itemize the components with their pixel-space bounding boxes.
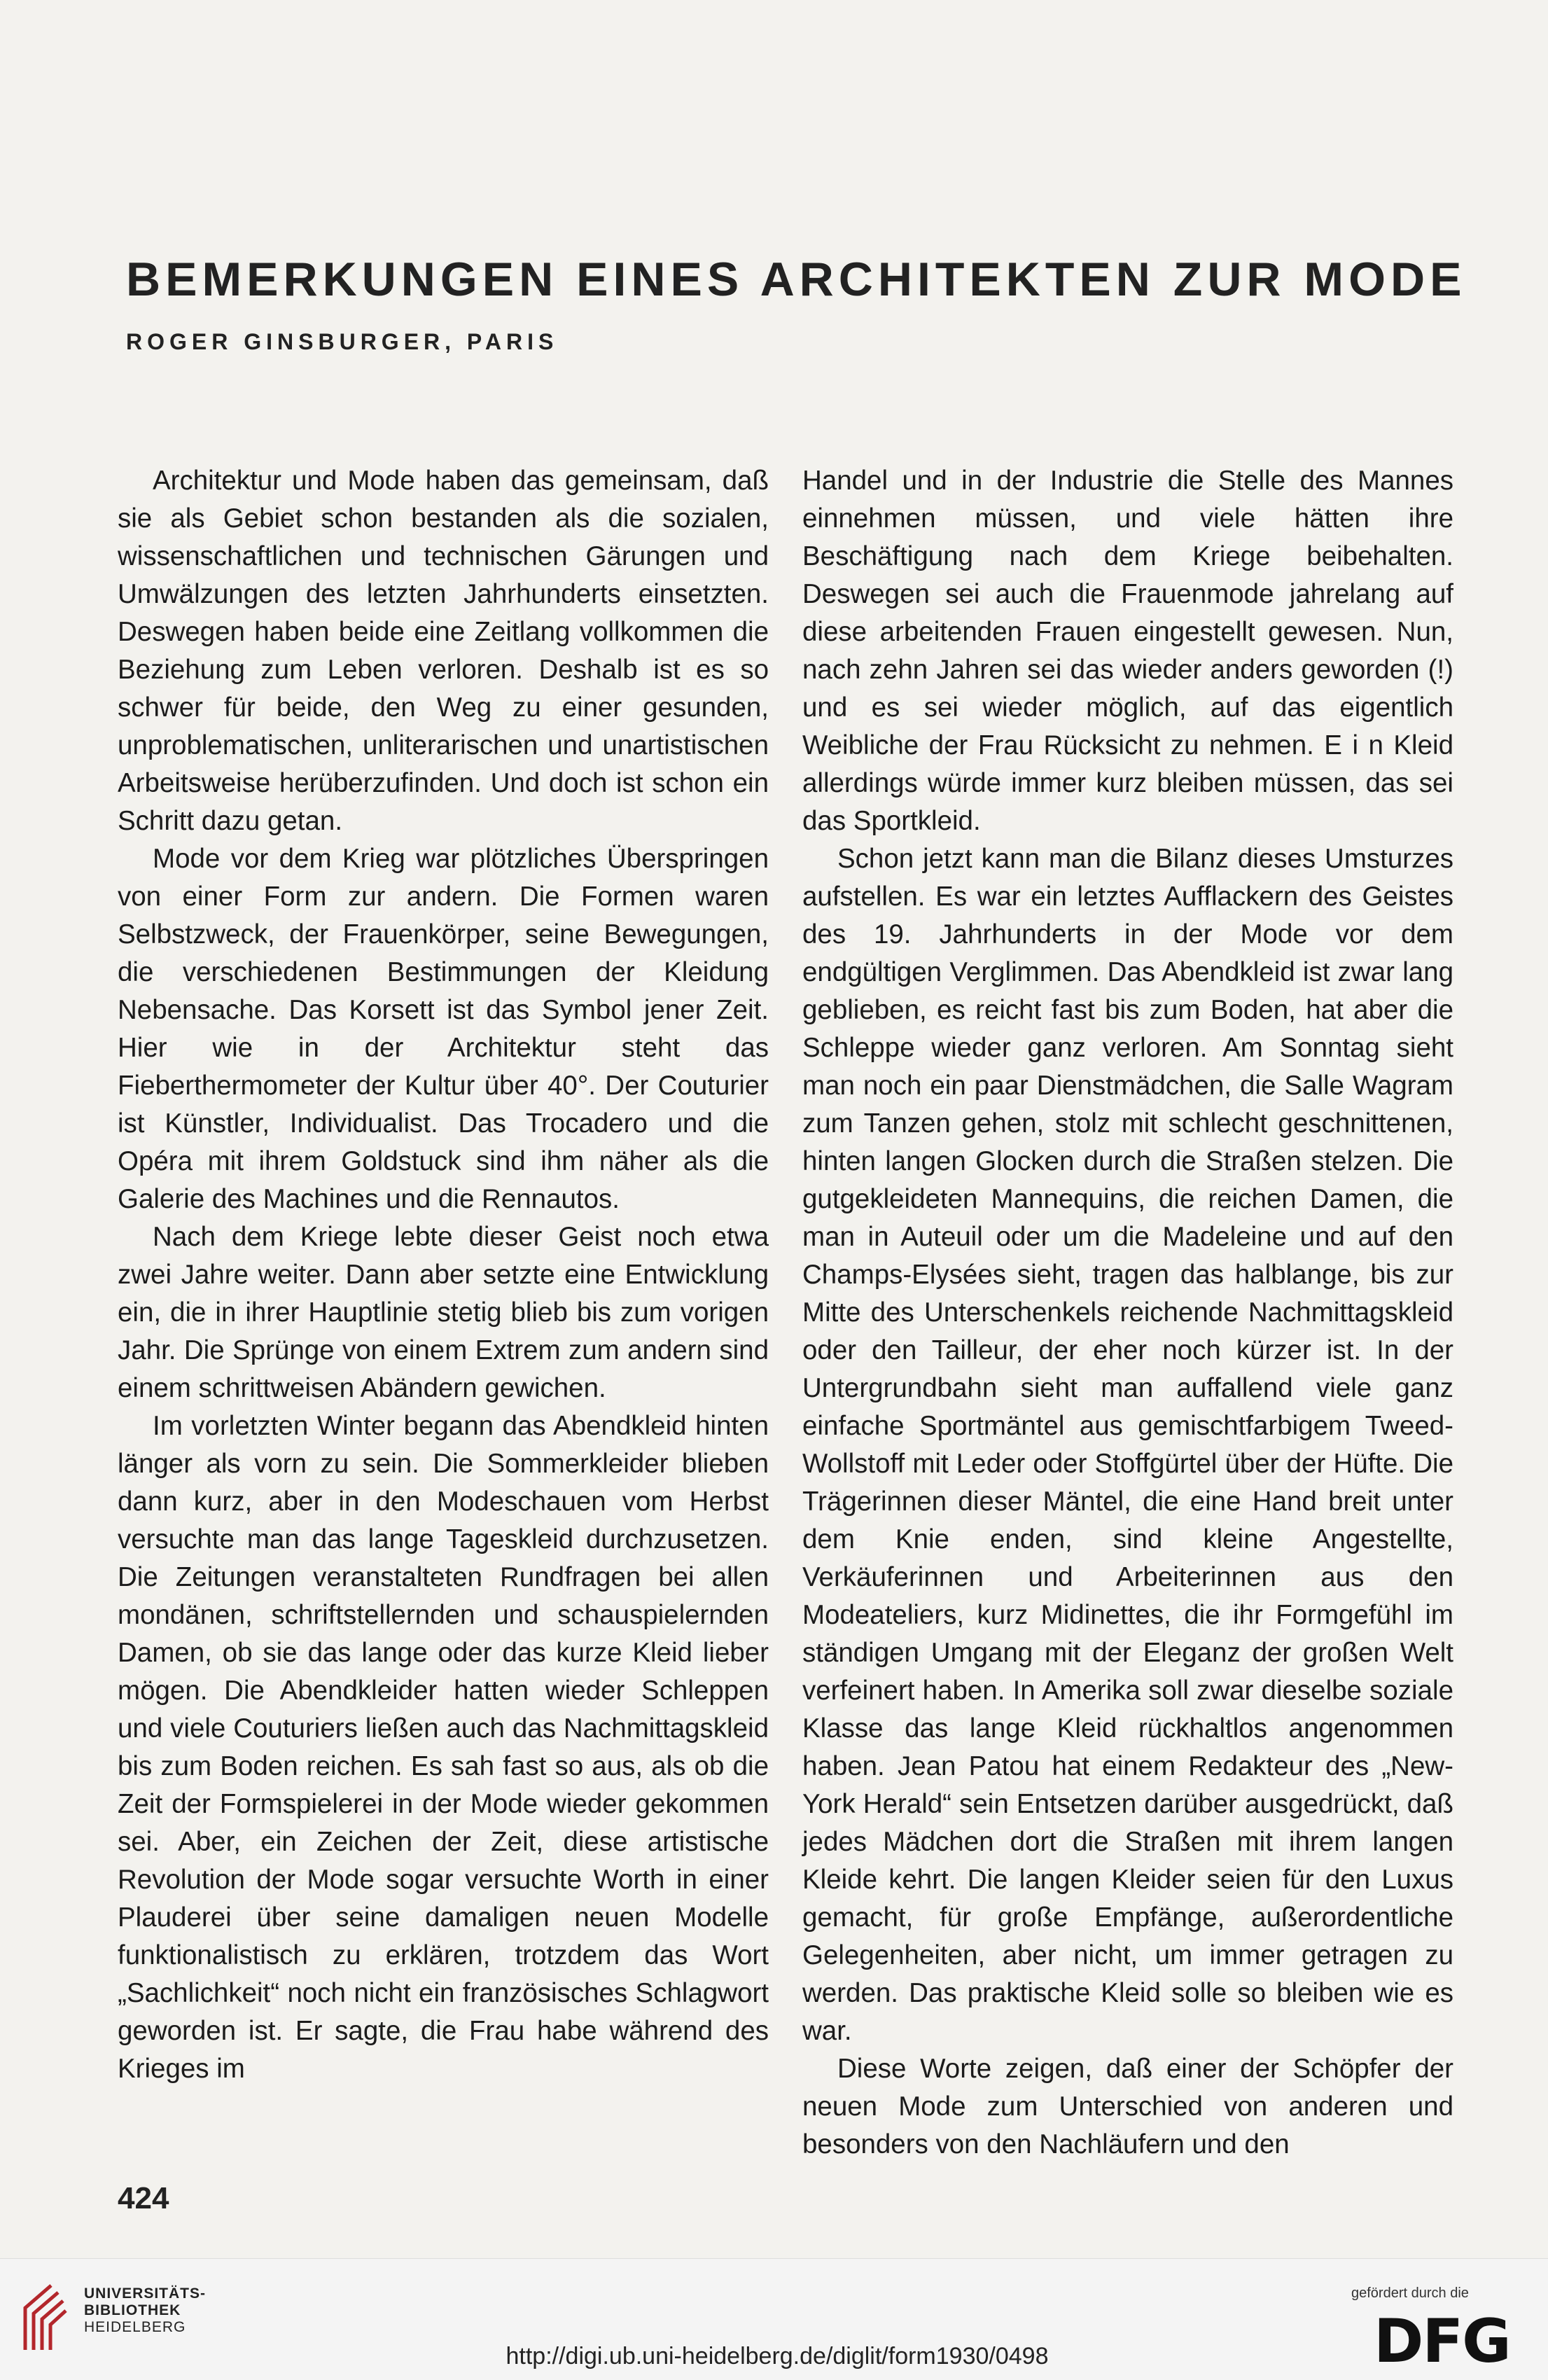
paragraph: Diese Worte zeigen, daß einer der Schöpfer der neuen Mode zum Unterschied von anderen und besonders von den Nachläufern und den — [802, 2054, 1453, 2159]
paragraph: Schon jetzt kann man die Bilanz dieses Umsturzes aufstellen. Es war ein letztes Aufflackern des Geistes des 19. Jahrhunderts in der Mode vor dem endgültigen Verglimmen. Das Abendkleid ist zwar lang geblieben, es reicht fast bis zum Boden, hat aber die Schleppe wieder ganz verloren. Am Sonntag sieht man noch ein paar Dienstmädchen, die Salle Wagram zum Tanzen gehen, stolz mit schlecht geschnittenen, hinten langen Glocken durch die Straßen stelzen. Die gutgekleideten Mannequins, die reichen Damen, die man in Auteuil oder um die Madeleine und auf den Champs-Elysées sieht, tragen das halblange, bis zur Mitte des Unterschenkels reichende Nachmittagskleid oder den Tailleur, der eher noch kürzer ist. In der Untergrundbahn sieht man auffallend viele ganz einfache Sportmäntel aus gemischtfarbigem Tweed-Wollstoff mit Leder oder Stoffgürtel über der Hüfte. Die Trägerinnen dieser Mäntel, die eine Hand breit unter dem Knie enden, sind kleine Angestellte, Verkäuferinnen und Arbeiterinnen aus den Modeateliers, kurz Midinettes, die ihr Formgefühl im ständigen Umgang mit der Eleganz der großen Welt verfeinert haben. In Amerika soll zwar dieselbe soziale Klasse das lange Kleid rückhaltlos angenommen haben. Jean Patou hat einem Redakteur des „New-York Herald“ sein Entsetzen darüber ausgedrückt, daß jedes Mädchen dort die Straßen mit ihrem langen Kleide kehrt. Die langen Kleider seien für den Luxus gemacht, für große Empfänge, außerordentliche Gelegenheiten, aber nicht, um immer getragen zu werden. Das praktische Kleid solle so bleiben wie es war. — [802, 844, 1453, 2046]
page-number: 424 — [118, 2181, 169, 2215]
funded-by-label: gefördert durch die — [1351, 2285, 1469, 2301]
right-column — [802, 462, 1453, 2164]
library-line: HEIDELBERG — [84, 2319, 186, 2335]
library-logo-icon — [20, 2280, 69, 2357]
dfg-logo: DFG — [1374, 2306, 1510, 2376]
library-line: UNIVERSITÄTS- — [84, 2285, 207, 2302]
paragraph: Im vorletzten Winter begann das Abendkleid hinten länger als vorn zu sein. Die Sommerkleider blieben dann kurz, aber in den Modeschauen vom Herbst versuchte man das lange Tageskleid durchzusetzen. Die Zeitungen veranstalteten Rundfragen bei allen mondänen, schriftstellernden und schauspielernden Damen, ob sie das lange oder das kurze Kleid lieber mögen. Die Abendkleider hatten wieder Schleppen und viele Couturiers ließen auch das Nachmittagskleid bis zum Boden reichen. Es sah fast so aus, als ob die Zeit der Formspielerei in der Mode wieder gekommen sei. Aber, ein Zeichen der Zeit, diese artistische Revolution der Mode sogar versuchte Worth in einer Plauderei über seine damaligen neuen Modelle funktionalistisch zu erklären, trotzdem das Wort „Sachlichkeit“ noch nicht ein französisches Schlagwort geworden ist. Er sagte, die Frau habe während des Krieges im — [118, 1411, 769, 2084]
digitization-footer — [0, 2258, 1548, 2380]
paragraph: Architektur und Mode haben das gemeinsam, daß sie als Gebiet schon bestanden als die sozialen, wissenschaftlichen und technischen Gärungen und Umwälzungen des letzten Jahrhunderts einsetzten. Deswegen haben beide eine Zeitlang vollkommen die Beziehung zum Leben verloren. Deshalb ist es so schwer für beide, den Weg zu einer gesunden, unproblematischen, unliterarischen und unartistischen Arbeitsweise herüberzufinden. Und doch ist schon ein Schritt dazu getan. — [118, 466, 769, 836]
left-column — [118, 462, 769, 2088]
article-byline: ROGER GINSBURGER, PARIS — [126, 329, 559, 354]
paragraph: Mode vor dem Krieg war plötzliches Überspringen von einer Form zur andern. Die Formen waren Selbstzweck, der Frauenkörper, seine Bewegungen, die verschiedenen Bestimmungen der Kleidung Nebensache. Das Korsett ist das Symbol jener Zeit. Hier wie in der Architektur steht das Fieberthermometer der Kultur über 40°. Der Couturier ist Künstler, Individualist. Das Trocadero und die Opéra mit ihrem Goldstuck sind ihm näher als die Galerie des Machines und die Rennautos. — [118, 844, 769, 1214]
paragraph: Handel und in der Industrie die Stelle des Mannes einnehmen müssen, und viele hätten ihre Beschäftigung nach dem Kriege beibehalten. Deswegen sei auch die Frauenmode jahrelang auf diese arbeitenden Frauen eingestellt gewesen. Nun, nach zehn Jahren sei das wieder anders geworden (!) und es sei wieder möglich, auf das eigentlich Weibliche der Frau Rücksicht zu nehmen. E i n Kleid allerdings würde immer kurz bleiben müssen, das sei das Sportkleid. — [802, 466, 1453, 836]
library-name — [84, 2285, 206, 2336]
permalink-url[interactable]: http://digi.ub.uni-heidelberg.de/diglit/form1930/0498 — [505, 2343, 1049, 2369]
article-title: BEMERKUNGEN EINES ARCHITEKTEN ZUR MODE — [126, 253, 1467, 306]
paragraph: Nach dem Kriege lebte dieser Geist noch etwa zwei Jahre weiter. Dann aber setzte eine Entwicklung ein, die in ihrer Hauptlinie stetig blieb bis zum vorigen Jahr. Die Sprünge von einem Extrem zum andern sind einem schrittweisen Abändern gewichen. — [118, 1222, 769, 1403]
library-line: BIBLIOTHEK — [84, 2302, 181, 2318]
